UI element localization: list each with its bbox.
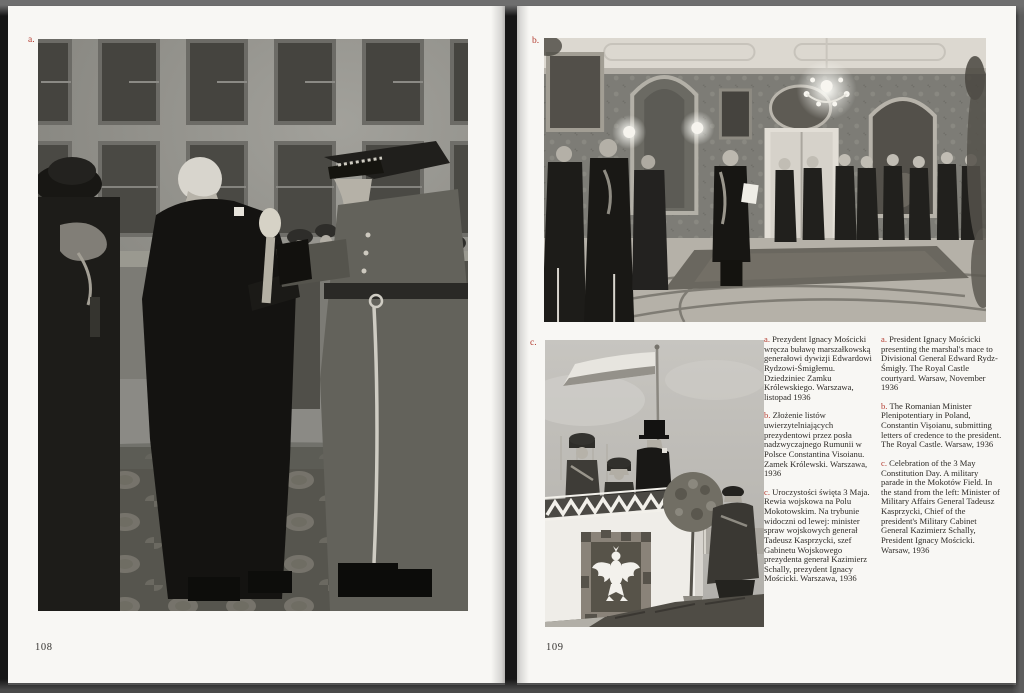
figure-label-c: c. <box>530 338 537 348</box>
page-number-left: 108 <box>35 642 53 653</box>
caption-en-c <box>881 459 1003 555</box>
caption-pl-c <box>764 488 878 584</box>
caption-en-a-text: President Ignacy Mościcki presenting the marshal's mace to Divisional General Edward Rydz-Śmigły. The Royal Castle courtyard. Warsaw, November 1936 <box>881 334 998 393</box>
caption-pl-a <box>764 335 878 402</box>
caption-en-a <box>881 335 1003 393</box>
caption-pl-b-label: b. <box>764 410 771 421</box>
figure-label-b: b. <box>532 36 540 46</box>
photo-c <box>545 340 764 627</box>
photo-c-scene <box>545 340 764 627</box>
photo-b <box>544 38 986 322</box>
caption-en-b-label: b. <box>881 400 888 411</box>
figure-label-a: a. <box>28 35 35 45</box>
caption-en-c-label: c. <box>881 457 887 468</box>
page-left <box>8 6 505 683</box>
captions-english <box>881 335 1003 564</box>
caption-en-a-label: a. <box>881 334 887 344</box>
page-number-right: 109 <box>546 642 564 653</box>
caption-en-b <box>881 402 1003 450</box>
caption-pl-b-text: Złożenie listów uwierzytelniających prezydentowi przez posła nadzwyczajnego Rumunii w Polsce Constantina Visoianu. Zamek Królewski. Warszawa, 1936 <box>764 410 868 479</box>
caption-pl-c-text: Uroczystości święta 3 Maja. Rewia wojskowa na Polu Mokotowskim. Na trybunie widoczni od lewej: minister spraw wojskowych generał Tadeusz Kasprzycki, szef Gabinetu Wojskowego prezydenta generał Kazimierz Schally, prezydent Ignacy Mościcki. Warszawa, 1936 <box>764 486 870 584</box>
caption-en-b-text: The Romanian Minister Plenipotentiary in Poland, Constantin Vișoianu, submitting letters of credence to the president. The Royal Castle. Warsaw, 1936 <box>881 400 1002 450</box>
captions-polish <box>764 335 878 593</box>
caption-pl-a-label: a. <box>764 334 770 344</box>
photo-b-scene <box>544 38 986 322</box>
photo-a-scene <box>38 39 468 611</box>
caption-en-c-text: Celebration of the 3 May Constitution Day. A military parade in the Mokotów Field. In the stand from the left: Minister of Military Affairs General Tadeusz Kasprzycki, Chief of the president's Military Cabinet General Kazimierz Schally, President Ignacy Mościcki. Warsaw, 1936 <box>881 457 1000 555</box>
page-right <box>517 6 1016 683</box>
photo-a <box>38 39 468 611</box>
caption-pl-a-text: Prezydent Ignacy Mościcki wręcza buławę marszałkowską generałowi dywizji Edwardowi Rydzowi-Śmigłemu. Dziedziniec Zamku Królewskiego. Warszawa, listopad 1936 <box>764 334 872 402</box>
caption-pl-c-label: c. <box>764 486 770 497</box>
caption-pl-b <box>764 411 878 478</box>
